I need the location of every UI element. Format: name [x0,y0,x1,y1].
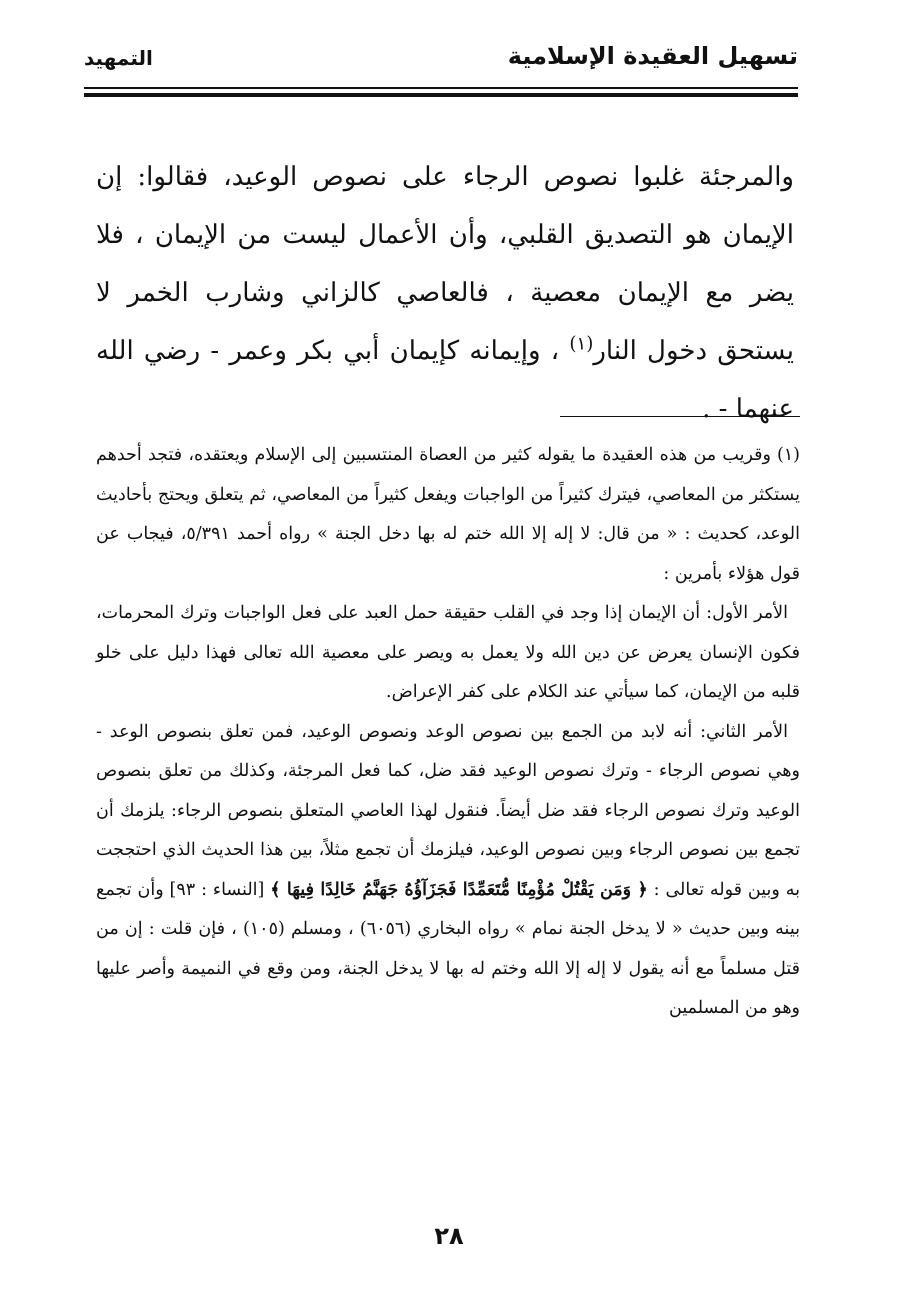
quran-verse: ﴿ وَمَن يَقْتُلْ مُؤْمِنًا مُّتَعَمِّدًا فَجَزَآؤُهُ جَهَنَّمُ خَالِدًا فِيهَا ﴾ [270,879,648,900]
footnote-paragraph-2: الأمر الأول: أن الإيمان إذا وجد في القلب حقيقة حمل العبد على فعل الواجبات وترك المحرمات، فكون الإنسان يعرض عن دين الله ولا يعمل به ويصر على معصية الله تعالى فهذا دليل على خلو قلبه من الإيمان، كما سيأتي عند الكلام على كفر الإعراض. [96,603,800,702]
section-title: التمهيد [84,46,153,70]
footnote-paragraph-1 [96,436,800,594]
main-text-part-2: ، وإيمانه كإيمان أبي بكر وعمر - رضي الله عنهما - . [96,336,794,424]
running-header [84,42,798,82]
footnote-text-1: وقريب من هذه العقيدة ما يقوله كثير من العصاة المنتسبين إلى الإسلام ويعتقده، فتجد أحدهم يستكثر من المعاصي، فيترك كثيراً من الواجبات ويفعل كثيراً من المعاصي، ثم يتعلق ويحتج بأحاديث الوعد، كحديث : « من قال: لا إله إلا الله ختم له بها دخل الجنة » رواه أحمد ٥/٣٩١، فيجاب عن قول هؤلاء بأمرين : [96,445,800,584]
header-rule-thick [84,93,798,97]
main-paragraph [96,148,794,438]
footnote-number: (١) [776,445,800,465]
header-rule-thin [84,87,798,89]
footnote-paragraph-3 [96,713,800,1029]
footnote-text-3b: [النساء : ٩٣] وأن تجمع بينه وبين حديث « لا يدخل الجنة نمام » رواه البخاري (٦٠٥٦) ، ومسلم (١٠٥) ، فإن قلت : إن من قتل مسلماً مع أنه يقول لا إله إلا الله وختم له بها لا يدخل الجنة، ومن وقع في النميمة وأصر عليها وهو من المسلمين [96,879,800,1018]
footnote-text-3a: الأمر الثاني: أنه لابد من الجمع بين نصوص الوعد ونصوص الوعيد، فمن تعلق بنصوص الوعد - وهي نصوص الرجاء - وترك نصوص الوعيد فقد ضل، كما فعل المرجئة، وكذلك من تعلق بنصوص الوعيد وترك نصوص الرجاء فقد ضل أيضاً. فنقول لهذا العاصي المتعلق بنصوص الرجاء: يلزمك أن تجمع بين نصوص الرجاء وبين نصوص الوعيد، فيلزمك أن تجمع مثلاً، بين هذا الحديث الذي احتججت به وبين قوله تعالى : [96,721,800,900]
page-number: ٢٨ [434,1222,464,1250]
main-text-part-1: والمرجئة غلبوا نصوص الرجاء على نصوص الوعيد، فقالوا: إن الإيمان هو التصديق القلبي، وأن الأعمال ليست من الإيمان ، فلا يضر مع الإيمان معصية ، فالعاصي كالزاني وشارب الخمر لا يستحق دخول النار [96,162,794,366]
footnotes [96,436,800,1029]
footnote-separator [560,416,800,417]
footnote-marker[interactable]: (١) [569,333,594,355]
book-title: تسهيل العقيدة الإسلامية [507,42,798,70]
